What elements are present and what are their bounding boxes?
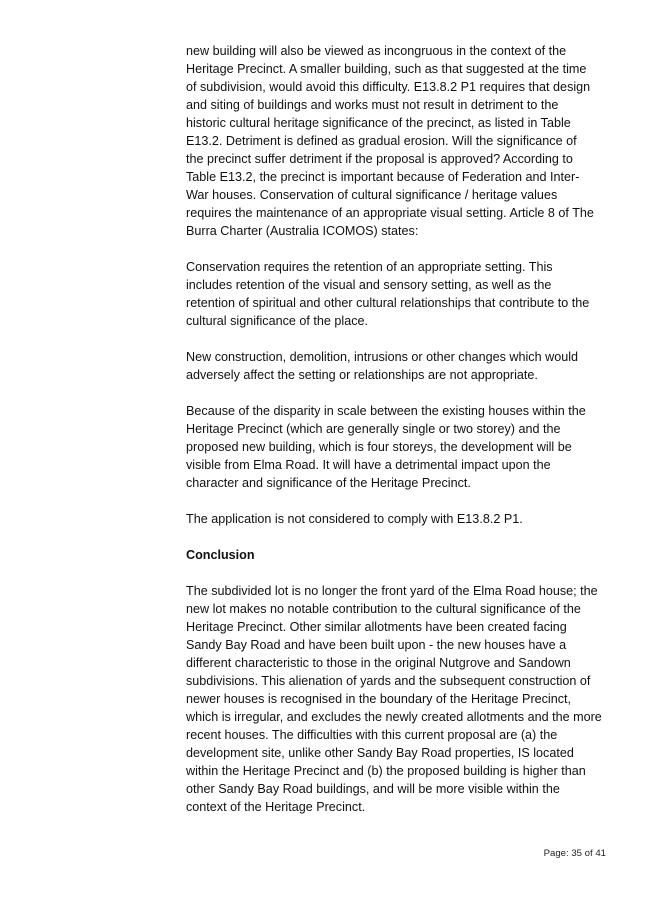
paragraph-burra-charter-quote-setting: Conservation requires the retention of an appropriate setting. This includes retention of the visual and sensory setting, as well as the retention of spiritual and other cultural relationships that contribute to the cultural significance of the place. — [186, 260, 590, 328]
page-number: Page: 35 of 41 — [543, 848, 606, 859]
paragraph-conclusion: The subdivided lot is no longer the front yard of the Elma Road house; the new lot makes no notable contribution to the cultural significance of the Heritage Precinct. Other similar allotments have been created facing Sandy Bay Road and have been built upon - the new houses have a different characteristic to those in the original Nutgrove and Sandown subdivisions. This alienation of yards and the subsequent construction of newer houses is recognised in the boundary of the Heritage Precinct, which is irregular, and excludes the newly created allotments and the more recent houses. The difficulties with this current proposal are (a) the development site, unlike other Sandy Bay Road properties, IS located within the Heritage Precinct and (b) the proposed building is higher than other Sandy Bay Road buildings, and will be more visible within the context of the Heritage Precinct. — [186, 584, 602, 814]
paragraph-detriment: new building will also be viewed as incongruous in the context of the Heritage Precinct. A smaller building, such as that suggested at the time of subdivision, would avoid this difficulty. E13.8.2 P1 requires that design and siting of buildings and works must not result in detriment to the historic cultural heritage significance of the precinct, as listed in Table E13.2. Detriment is defined as gradual erosion. Will the significance of the precinct suffer detriment if the proposal is approved? According to Table E13.2, the precinct is important because of Federation and Inter- War houses. Conservation of cultural significance / heritage values requires the maintenance of an appropriate visual setting. Article 8 of The Burra Charter (Australia ICOMOS) states: — [186, 44, 594, 238]
paragraph-scale-disparity: Because of the disparity in scale between the existing houses within the Heritage Precinct (which are generally single or two storey) and the proposed new building, which is four storeys, the development will be visible from Elma Road. It will have a detrimental impact upon the character and significance of the Heritage Precinct. — [186, 404, 586, 490]
document-body — [186, 42, 606, 834]
conclusion-heading: Conclusion — [186, 548, 255, 562]
paragraph-burra-charter-quote-new-construction: New construction, demolition, intrusions or other changes which would adversely affect the setting or relationships are not appropriate. — [186, 350, 579, 382]
paragraph-non-compliance: The application is not considered to comply with E13.8.2 P1. — [186, 512, 523, 526]
